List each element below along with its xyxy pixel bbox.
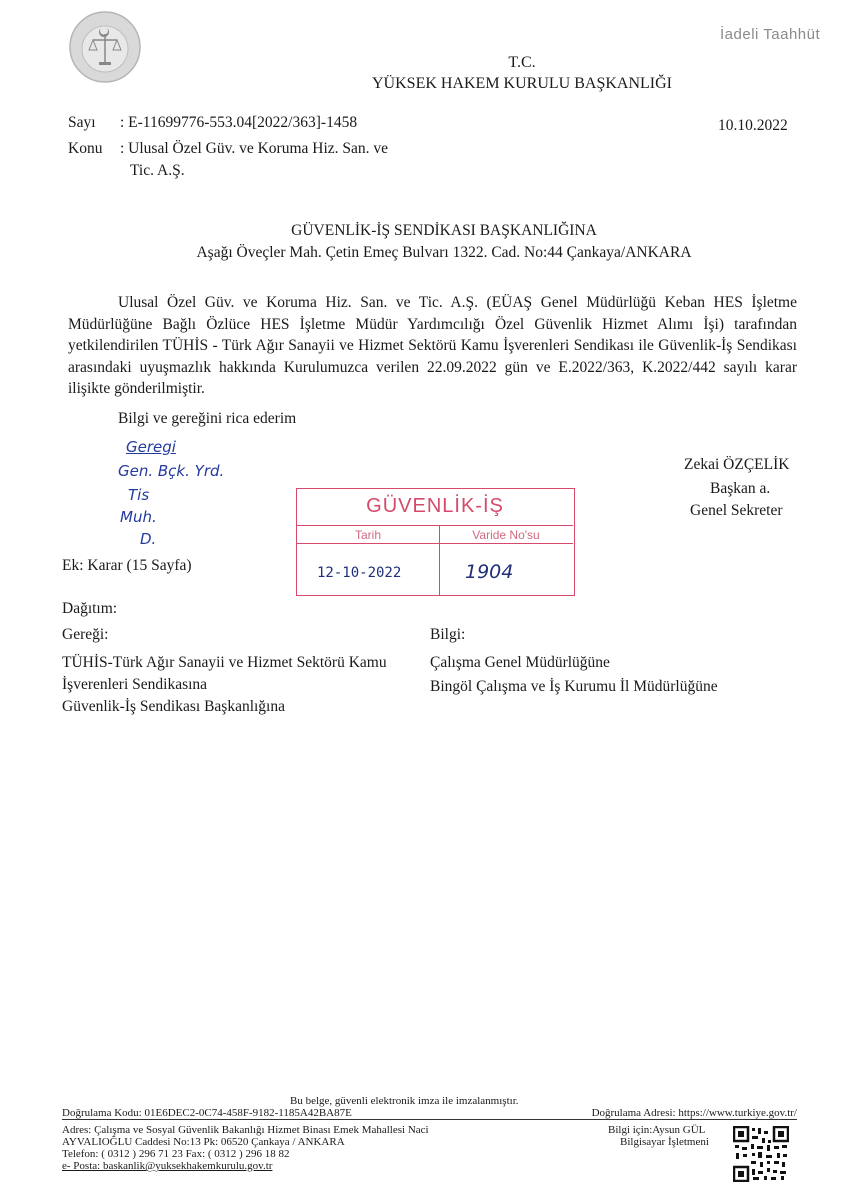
handwritten-note-2: Gen. Bçk. Yrd. — [118, 462, 225, 480]
verification-code: Doğrulama Kodu: 01E6DEC2-0C74-458F-9182-1185A42BA87E — [62, 1107, 352, 1119]
konu-value-line2: Tic. A.Ş. — [130, 162, 185, 179]
bilgi-item-1: Çalışma Genel Müdürlüğüne — [430, 654, 610, 671]
header-institution: YÜKSEK HAKEM KURULU BAŞKANLIĞI — [372, 75, 672, 92]
signatory-title-1: Başkan a. — [710, 480, 771, 497]
sayi-label: Sayı — [68, 114, 96, 131]
signatory-name: Zekai ÖZÇELİK — [684, 456, 790, 473]
handwritten-note-3: Tis — [128, 486, 150, 504]
footer-info-2: Bilgisayar İşletmeni — [620, 1136, 709, 1148]
received-stamp-number: 1904 — [465, 561, 514, 583]
sayi-value: : E-11699776-553.04[2022/363]-1458 — [120, 114, 358, 131]
handwritten-note-4: Muh. — [120, 508, 157, 526]
received-stamp-date-header: Tarih — [354, 528, 381, 542]
gereği-item-2: İşverenleri Sendikasına — [62, 676, 208, 693]
received-stamp-date: 12-10-2022 — [317, 565, 402, 581]
signatory-title-2: Genel Sekreter — [690, 502, 783, 519]
footer-email-text: e- Posta: baskanlik@yuksekhakemkurulu.gov.tr — [62, 1160, 273, 1172]
gereği-item-3: Güvenlik-İş Sendikası Başkanlığına — [62, 698, 285, 715]
received-stamp-title: GÜVENLİK-İŞ — [366, 495, 504, 517]
footer-info-1: Bilgi için:Aysun GÜL — [608, 1124, 706, 1136]
handwritten-note-1: Geregi — [126, 438, 176, 456]
recipient-name: GÜVENLİK-İŞ SENDİKASI BAŞKANLIĞINA — [291, 222, 597, 239]
gereği-item-1: TÜHİS-Türk Ağır Sanayii ve Hizmet Sektörü Kamu — [62, 654, 387, 671]
closing-line: Bilgi ve gereğini rica ederim — [118, 410, 297, 427]
konu-value-line1: : Ulusal Özel Güv. ve Koruma Hiz. San. ve — [120, 140, 389, 157]
footer-email[interactable] — [62, 1160, 272, 1172]
received-stamp — [296, 488, 575, 596]
footer-address-2: AYVALIOĞLU Caddesi No:13 Pk: 06520 Çankaya / ANKARA — [62, 1136, 345, 1148]
footer-phone: Telefon: ( 0312 ) 296 71 23 Fax: ( 0312 ) 296 18 82 — [62, 1148, 290, 1160]
distribution-heading: Dağıtım: — [62, 600, 118, 617]
gereği-label: Gereği: — [62, 626, 109, 643]
verify-line — [62, 1107, 797, 1120]
konu-label: Konu — [68, 140, 103, 157]
verification-address[interactable]: Doğrulama Adresi: https://www.turkiye.gov.tr/ — [591, 1107, 797, 1119]
qr-code-icon — [733, 1126, 789, 1182]
bilgi-item-2: Bingöl Çalışma ve İş Kurumu İl Müdürlüğüne — [430, 678, 718, 695]
recipient-address: Aşağı Öveçler Mah. Çetin Emeç Bulvarı 1322. Cad. No:44 Çankaya/ANKARA — [196, 244, 692, 261]
esign-note: Bu belge, güvenli elektronik imza ile imzalanmıştır. — [290, 1095, 519, 1107]
handwritten-note-5: D. — [140, 530, 157, 548]
document-date: 10.10.2022 — [718, 117, 788, 134]
footer-address-1: Adres: Çalışma ve Sosyal Güvenlik Bakanlığı Hizmet Binası Emek Mahallesi Naci — [62, 1124, 429, 1136]
received-stamp-number-header: Varide No'su — [472, 528, 540, 542]
court-seal-logo — [68, 10, 142, 84]
registered-mail-stamp: İadeli Taahhüt — [720, 26, 821, 43]
header-tc: T.C. — [508, 54, 536, 71]
attachment-line: Ek: Karar (15 Sayfa) — [62, 557, 192, 574]
bilgi-label: Bilgi: — [430, 626, 466, 643]
body-paragraph: Ulusal Özel Güv. ve Koruma Hiz. San. ve Tic. A.Ş. (EÜAŞ Genel Müdürlüğü Keban HES İşletme Müdürlüğüne Bağlı Özlüce HES İşletme Müdür Yardımcılığı Özel Güvenlik Hizmet Alımı İşi) tarafından yetkilendirilen TÜHİS - Türk Ağır Sanayii ve Hizmet Sektörü Kamu İşverenleri Sendikası ile Güvenlik-İş Sendikası arasındaki uyuşmazlık hakkında Kurulumuzca verilen 22.09.2022 gün ve E.2022/363, K.2022/442 sayılı karar ilişikte gönderilmiştir. — [68, 294, 797, 397]
